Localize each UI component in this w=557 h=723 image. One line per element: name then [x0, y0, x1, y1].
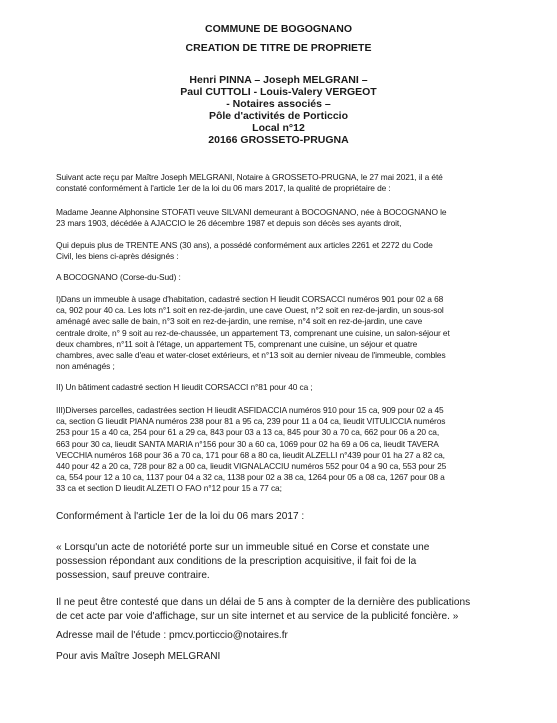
- property-item-1: [56, 294, 526, 372]
- text-line: Conformément à l'article 1er de la loi du 06 mars 2017 :: [56, 511, 305, 522]
- text-line: Adresse mail de l'étude : pmcv.porticcio@notaires.fr: [56, 630, 288, 641]
- text-line: VECCHIA numéros 168 pour 36 a 70 ca, 171 pour 68 a 80 ca, lieudit ALZELLI n°439 pour 01 ha 27 a 82 ca,: [56, 449, 445, 460]
- text-line: ca, section G lieudit PIANA numéros 238 pour 81 a 95 ca, 239 pour 11 a 04 ca, lieudit VITULICCIA numéros: [56, 416, 446, 427]
- possession-paragraph: [56, 240, 526, 262]
- text-line: ca, 554 pour 12 a 10 ca, 1137 pour 04 a 32 ca, 1138 pour 02 a 38 ca, 1264 pour 05 a 08 ca, 1267 pour 08 a: [56, 472, 445, 483]
- office-address: Pôle d'activités de Porticcio: [208, 110, 349, 122]
- text-line: 33 ca et section D lieudit ALZETI O FAO n°12 pour 15 a 77 ca;: [56, 483, 282, 494]
- notaries-line-3: - Notaires associés –: [226, 98, 331, 110]
- text-line: III)Diverses parcelles, cadastrées section H lieudit ASFIDACCIA numéros 910 pour 15 ca, 909 pour 02 a 45: [56, 405, 444, 415]
- text-line: de cet acte par voie d'affichage, sur un site internet et au service de la publicité foncière. »: [56, 611, 459, 623]
- office-local: Local n°12: [252, 122, 305, 134]
- text-line: Pour avis Maître Joseph MELGRANI: [56, 651, 221, 662]
- legal-quote-1: [56, 541, 536, 584]
- text-line: constaté conformément à l'article 1er de la loi du 06 mars 2017, la qualité de propriétaire de :: [56, 183, 391, 194]
- owner-paragraph: [56, 207, 526, 229]
- text-line: « Lorsqu'un acte de notoriété porte sur un immeuble situé en Corse et constate une: [56, 542, 430, 553]
- document-title: CREATION DE TITRE DE PROPRIETE: [185, 42, 372, 54]
- location-line: [56, 272, 526, 283]
- text-line: 23 mars 1903, décédée à AJACCIO le 26 décembre 1987 et depuis son décès ses ayants droit,: [56, 218, 402, 229]
- text-line: 253 pour 15 a 40 ca, 254 pour 61 a 29 ca, 843 pour 03 a 13 ca, 845 pour 30 a 70 ca, 662 pour 06 a 20 ca,: [56, 427, 440, 438]
- text-line: possession répondant aux conditions de la prescription acquisitive, il fait foi de la: [56, 556, 417, 568]
- text-line: I)Dans un immeuble à usage d'habitation, cadastré section H lieudit CORSACCI numéros 901 pour 02 a 68: [56, 294, 444, 304]
- property-item-2: [56, 382, 526, 393]
- text-line: Madame Jeanne Alphonsine STOFATI veuve SILVANI demeurant à BOCOGNANO, née à BOCOGNANO le: [56, 207, 447, 217]
- intro-paragraph: [56, 172, 526, 194]
- text-line: Qui depuis plus de TRENTE ANS (30 ans), a possédé conformément aux articles 2261 et 2272 du Code: [56, 240, 433, 250]
- text-line: A BOCOGNANO (Corse-du-Sud) :: [56, 272, 181, 282]
- notaries-line-1: Henri PINNA – Joseph MELGRANI –: [189, 74, 368, 86]
- text-line: Suivant acte reçu par Maître Joseph MELGRANI, Notaire à GROSSETO-PRUGNA, le 27 mai 2021, il a été: [56, 172, 443, 182]
- text-line: 663 pour 30 ca, lieudit SANTA MARIA n°156 pour 30 a 60 ca, 1069 pour 02 ha 69 a 06 ca, lieudit TAVERA: [56, 438, 439, 449]
- text-line: aménagé avec salle de bain, n°3 soit en rez-de-jardin, une remise, n°4 soit en rez-de-jardin, une cave: [56, 316, 423, 327]
- commune-heading: COMMUNE DE BOGOGNANO: [205, 23, 352, 35]
- text-line: deux chambres, n°11 soit à l'étage, un appartement T5, comprenant une cuisine, un séjour et quatre: [56, 338, 418, 349]
- text-line: Civil, les biens ci-après désignés :: [56, 251, 179, 262]
- text-line: II) Un bâtiment cadastré section H lieudit CORSACCI n°81 pour 40 ca ;: [56, 382, 313, 392]
- text-line: ca, 902 pour 40 ca. Les lots n°1 soit en rez-de-jardin, une cave Ouest, n°2 soit en rez-de-jardin, un sous-sol: [56, 305, 444, 316]
- text-line: chambres, avec salle d'eau et water-closet extérieurs, et n°13 soit au dernier niveau de l'immeuble, combles: [56, 350, 446, 361]
- text-line: possession, sauf preuve contraire.: [56, 570, 210, 582]
- text-line: centrale droite, n° 9 soit au rez-de-chaussée, un appartement T3, comprenant une cuisine, un salon-séjour et: [56, 327, 450, 338]
- notaries-line-2: Paul CUTTOLI - Louis-Valery VERGEOT: [180, 86, 377, 98]
- conformity-heading: [56, 510, 536, 524]
- text-line: non aménagés ;: [56, 361, 115, 372]
- text-line: 440 pour 42 a 20 ca, 728 pour 82 a 00 ca, lieudit VIGNALACCIU numéros 552 pour 04 a 90 ca, 553 pour 25: [56, 461, 447, 472]
- signature-line: [56, 650, 536, 664]
- legal-quote-2: [56, 596, 536, 624]
- office-city: 20166 GROSSETO-PRUGNA: [208, 134, 349, 146]
- text-line: Il ne peut être contesté que dans un délai de 5 ans à compter de la dernière des publications: [56, 597, 471, 608]
- email-line: [56, 629, 536, 643]
- property-item-3: [56, 405, 526, 495]
